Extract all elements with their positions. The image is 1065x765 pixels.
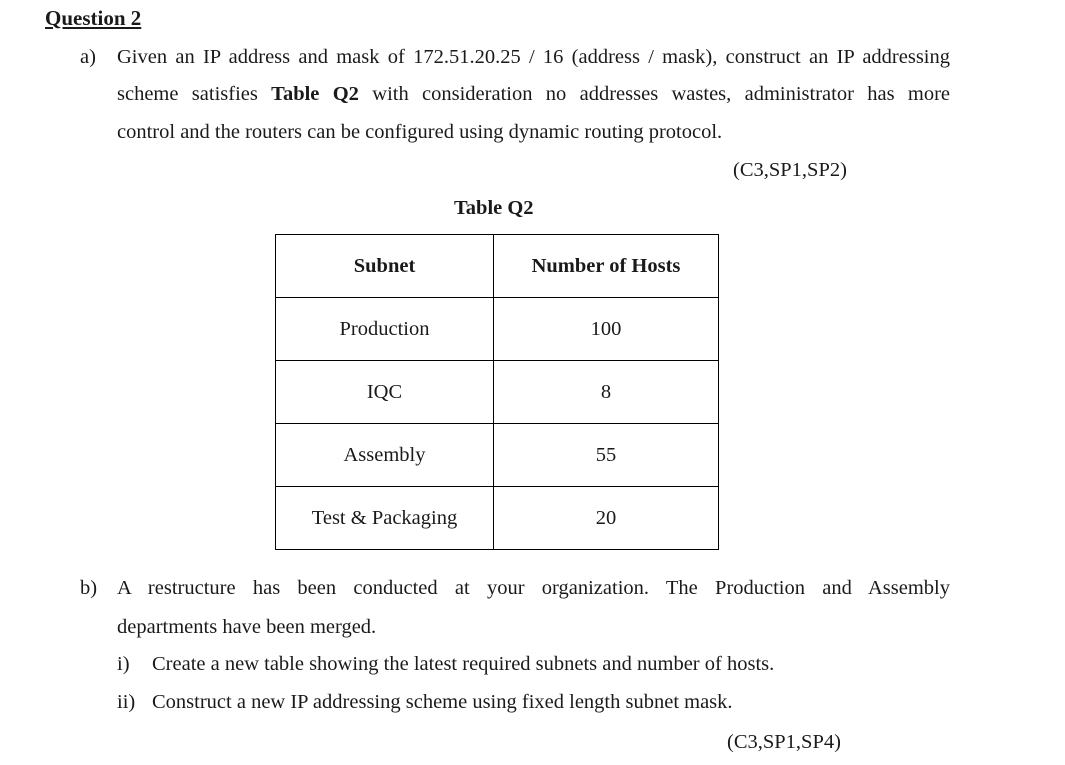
- subnet-cell: Test & Packaging: [276, 487, 494, 550]
- part-a-line-1: Given an IP address and mask of 172.51.20.25 / 16 (address / mask), construct an IP addressing: [117, 46, 950, 68]
- part-b-item-ii-text: Construct a new IP addressing scheme using fixed length subnet mask.: [152, 691, 733, 713]
- hosts-cell: 8: [494, 361, 719, 424]
- part-a-line-2-pre: scheme satisfies: [117, 83, 258, 105]
- subnet-cell: Assembly: [276, 424, 494, 487]
- table-row: [276, 298, 719, 361]
- hosts-cell: 20: [494, 487, 719, 550]
- table-caption: Table Q2: [454, 197, 534, 219]
- question-heading: Question 2: [45, 6, 142, 30]
- table-row: [276, 487, 719, 550]
- table-header-row: [276, 235, 719, 298]
- part-b-marker: b): [80, 577, 98, 599]
- part-a-line-2-post: with consideration no addresses wastes, administrator has more: [372, 83, 951, 105]
- table-row: [276, 424, 719, 487]
- part-b-line-2: departments have been merged.: [117, 616, 377, 638]
- part-a-marker: a): [80, 46, 96, 68]
- part-b-item-i-marker: i): [117, 653, 130, 675]
- table-reference: Table Q2: [271, 83, 359, 105]
- table-q2: [275, 234, 719, 550]
- part-b-item-i-text: Create a new table showing the latest required subnets and number of hosts.: [152, 653, 775, 675]
- table-row: [276, 361, 719, 424]
- subnet-cell: Production: [276, 298, 494, 361]
- part-b-line-1: A restructure has been conducted at your organization. The Production and Assembly: [117, 577, 950, 599]
- header-number-of-hosts: Number of Hosts: [494, 235, 719, 298]
- part-a-line-3: control and the routers can be configured using dynamic routing protocol.: [117, 121, 723, 143]
- hosts-cell: 55: [494, 424, 719, 487]
- subnet-cell: IQC: [276, 361, 494, 424]
- hosts-cell: 100: [494, 298, 719, 361]
- part-b-item-ii-marker: ii): [117, 691, 136, 713]
- part-b-code: (C3,SP1,SP4): [727, 731, 841, 753]
- part-a-line-2: [117, 83, 950, 106]
- header-subnet: Subnet: [276, 235, 494, 298]
- part-a-code: (C3,SP1,SP2): [733, 159, 847, 181]
